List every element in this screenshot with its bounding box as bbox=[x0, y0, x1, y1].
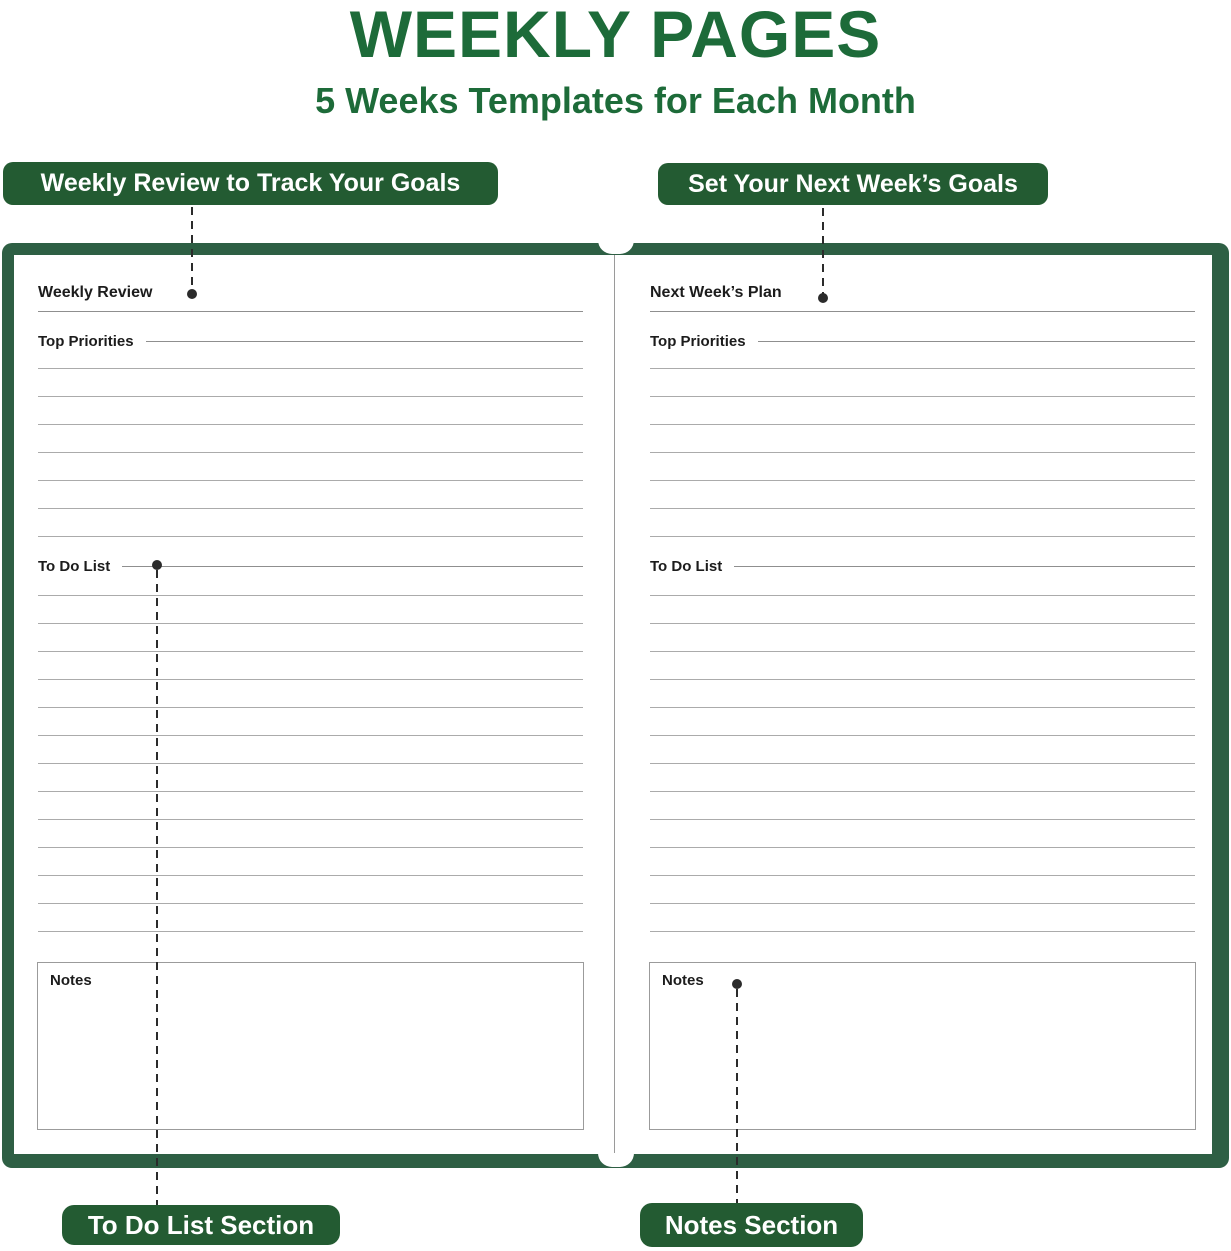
ruled-line bbox=[38, 819, 583, 820]
right-notes-box bbox=[649, 962, 1196, 1130]
ruled-line bbox=[650, 452, 1195, 453]
connector-dot-weekly-review bbox=[187, 289, 197, 299]
left-todo-list-row bbox=[38, 555, 583, 577]
page-subtitle: 5 Weeks Templates for Each Month bbox=[315, 80, 916, 121]
connector-dot-notes bbox=[732, 979, 742, 989]
callout-notes-section: Notes Section bbox=[640, 1203, 863, 1247]
ruled-line bbox=[38, 679, 583, 680]
ruled-line bbox=[650, 480, 1195, 481]
label-rule-line bbox=[122, 566, 583, 567]
callout-next-week-goals: Set Your Next Week’s Goals bbox=[658, 163, 1048, 205]
right-header-underline bbox=[650, 311, 1195, 312]
ruled-line bbox=[650, 707, 1195, 708]
left-top-priorities-row bbox=[38, 330, 583, 352]
right-page bbox=[650, 254, 1195, 1155]
ruled-line bbox=[38, 875, 583, 876]
ruled-line bbox=[650, 679, 1195, 680]
ruled-line bbox=[650, 791, 1195, 792]
ruled-line bbox=[650, 424, 1195, 425]
callout-weekly-review: Weekly Review to Track Your Goals bbox=[3, 162, 498, 205]
left-notes-box bbox=[37, 962, 584, 1130]
ruled-line bbox=[650, 623, 1195, 624]
ruled-line bbox=[650, 763, 1195, 764]
top-priorities-label: Top Priorities bbox=[650, 332, 746, 350]
ruled-line bbox=[38, 847, 583, 848]
ruled-line bbox=[38, 651, 583, 652]
ruled-line bbox=[650, 396, 1195, 397]
connector-weekly-review bbox=[191, 207, 193, 290]
ruled-line bbox=[38, 480, 583, 481]
ruled-line bbox=[38, 903, 583, 904]
ruled-line bbox=[38, 735, 583, 736]
page-title: WEEKLY PAGES bbox=[349, 0, 882, 71]
ruled-line bbox=[650, 536, 1195, 537]
ruled-line bbox=[38, 707, 583, 708]
connector-todo-section bbox=[156, 570, 158, 1206]
connector-dot-next-week-plan bbox=[818, 293, 828, 303]
right-top-priorities-row bbox=[650, 330, 1195, 352]
right-todo-list-row bbox=[650, 555, 1195, 577]
ruled-line bbox=[38, 623, 583, 624]
ruled-line bbox=[38, 791, 583, 792]
ruled-line bbox=[38, 536, 583, 537]
top-priorities-label: Top Priorities bbox=[38, 332, 134, 350]
todo-list-label: To Do List bbox=[650, 557, 723, 575]
label-rule-line bbox=[146, 341, 583, 342]
connector-next-week-plan bbox=[822, 208, 824, 295]
label-rule-line bbox=[758, 341, 1195, 342]
ruled-line bbox=[650, 508, 1195, 509]
notebook-spine bbox=[614, 255, 615, 1155]
ruled-line bbox=[650, 875, 1195, 876]
todo-list-label: To Do List bbox=[38, 557, 111, 575]
ruled-line bbox=[38, 452, 583, 453]
ruled-line bbox=[650, 735, 1195, 736]
callout-todo-section: To Do List Section bbox=[62, 1205, 340, 1245]
ruled-line bbox=[38, 424, 583, 425]
ruled-line bbox=[38, 763, 583, 764]
ruled-line bbox=[650, 903, 1195, 904]
ruled-line bbox=[650, 847, 1195, 848]
notes-label: Notes bbox=[50, 972, 92, 989]
ruled-line bbox=[650, 931, 1195, 932]
ruled-line bbox=[38, 396, 583, 397]
ruled-line bbox=[38, 595, 583, 596]
left-page bbox=[38, 254, 583, 1155]
connector-dot-todo bbox=[152, 560, 162, 570]
ruled-line bbox=[650, 651, 1195, 652]
left-page-title: Weekly Review bbox=[38, 284, 153, 301]
ruled-line bbox=[650, 595, 1195, 596]
ruled-line bbox=[38, 931, 583, 932]
label-rule-line bbox=[734, 566, 1195, 567]
notes-label: Notes bbox=[662, 972, 704, 989]
ruled-line bbox=[650, 368, 1195, 369]
connector-notes-section bbox=[736, 989, 738, 1203]
ruled-line bbox=[38, 508, 583, 509]
left-header-underline bbox=[38, 311, 583, 312]
ruled-line bbox=[38, 368, 583, 369]
ruled-line bbox=[650, 819, 1195, 820]
right-page-title: Next Week’s Plan bbox=[650, 284, 782, 301]
